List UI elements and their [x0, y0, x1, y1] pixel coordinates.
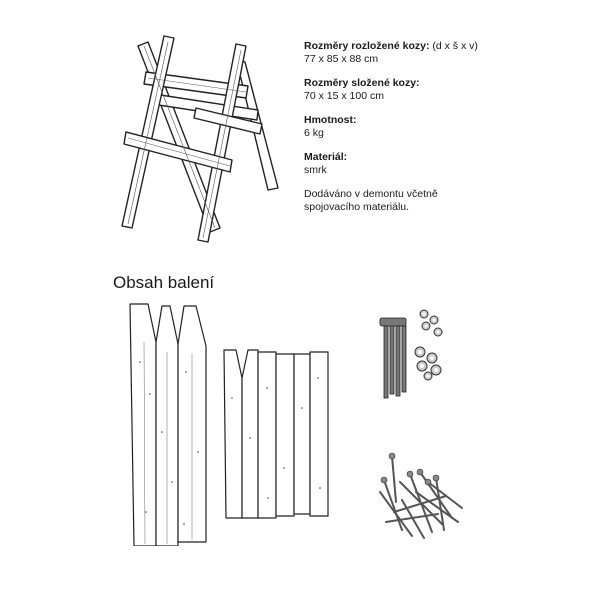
specifications-block	[304, 40, 564, 214]
spec-weight	[304, 114, 564, 140]
spec-folded-dimensions	[304, 77, 564, 103]
spec-label: Rozměry složené kozy:	[304, 77, 420, 89]
spec-value: 6 kg	[304, 127, 324, 139]
delivery-note-line1: Dodáváno v demontu včetně	[304, 188, 438, 200]
spec-label: Rozměry rozložené kozy:	[304, 40, 430, 52]
spec-value: smrk	[304, 164, 327, 176]
spec-value: 77 x 85 x 88 cm	[304, 53, 379, 65]
long-boards-illustration	[126, 302, 210, 546]
bolts-and-washers-illustration	[376, 306, 452, 402]
spec-value: 70 x 15 x 100 cm	[304, 90, 384, 102]
short-boards-illustration	[222, 348, 332, 520]
spec-note: (d x š x v)	[429, 40, 478, 52]
delivery-note	[304, 188, 564, 214]
spec-material	[304, 151, 564, 177]
nails-illustration	[372, 452, 468, 542]
delivery-note-line2: spojovacího materiálu.	[304, 201, 410, 213]
spec-label: Hmotnost:	[304, 114, 357, 126]
spec-unfolded-dimensions	[304, 40, 564, 66]
package-contents-heading: Obsah balení	[113, 273, 215, 292]
sawhorse-illustration	[108, 28, 288, 248]
spec-label: Materiál:	[304, 151, 348, 163]
